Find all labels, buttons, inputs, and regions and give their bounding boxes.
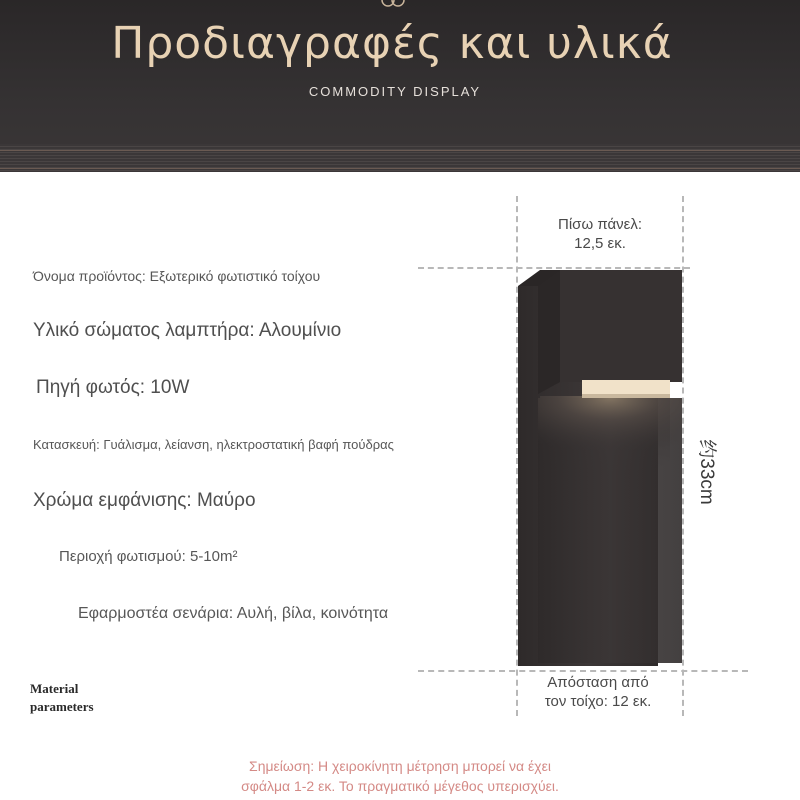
material-label-line1: Material [30, 681, 79, 696]
material-parameters-label [30, 680, 140, 716]
wall-lamp-image [510, 268, 685, 668]
rings-logo-icon [378, 0, 408, 12]
header-divider [0, 168, 800, 169]
spec-light-source: Πηγή φωτός: 10W [36, 377, 190, 398]
dimension-wall-distance [518, 673, 678, 711]
measurement-note [150, 756, 650, 796]
dimension-wall-distance-value: τον τοίχο: 12 εκ. [544, 693, 652, 710]
dimension-back-panel-label: Πίσω πάνελ: [558, 216, 642, 233]
spec-lighting-area: Περιοχή φωτισμού: 5-10m² [59, 548, 238, 565]
note-line1: Σημείωση: Η χειροκίνητη μέτρηση μπορεί να έχει [249, 758, 551, 774]
dimension-back-panel-value: 12,5 εκ. [574, 235, 626, 252]
material-label-line2: parameters [30, 699, 94, 714]
spec-product-name: Όνομα προϊόντος: Εξωτερικό φωτιστικό τοίχου [33, 268, 321, 284]
note-line2: σφάλμα 1-2 εκ. Το πραγματικό μέγεθος υπερισχύει. [241, 778, 559, 794]
page-subtitle: COMMODITY DISPLAY [308, 84, 482, 99]
dimension-height: 约33cm [696, 439, 717, 505]
dimension-guide-bottom [418, 670, 748, 672]
header-banner [0, 0, 800, 172]
dimension-back-panel [520, 215, 680, 253]
header-divider [0, 150, 800, 151]
spec-body-material: Υλικό σώματος λαμπτήρα: Αλουμίνιο [33, 320, 342, 341]
page-title: Προδιαγραφές και υλικά [111, 18, 673, 69]
spec-applications: Εφαρμοστέα σενάρια: Αυλή, βίλα, κοινότητα [78, 605, 389, 622]
dimension-wall-distance-label: Απόσταση από [547, 674, 649, 691]
spec-color: Χρώμα εμφάνισης: Μαύρο [33, 490, 256, 511]
spec-construction: Κατασκευή: Γυάλισμα, λείανση, ηλεκτροστατική βαφή πούδρας [33, 437, 394, 452]
